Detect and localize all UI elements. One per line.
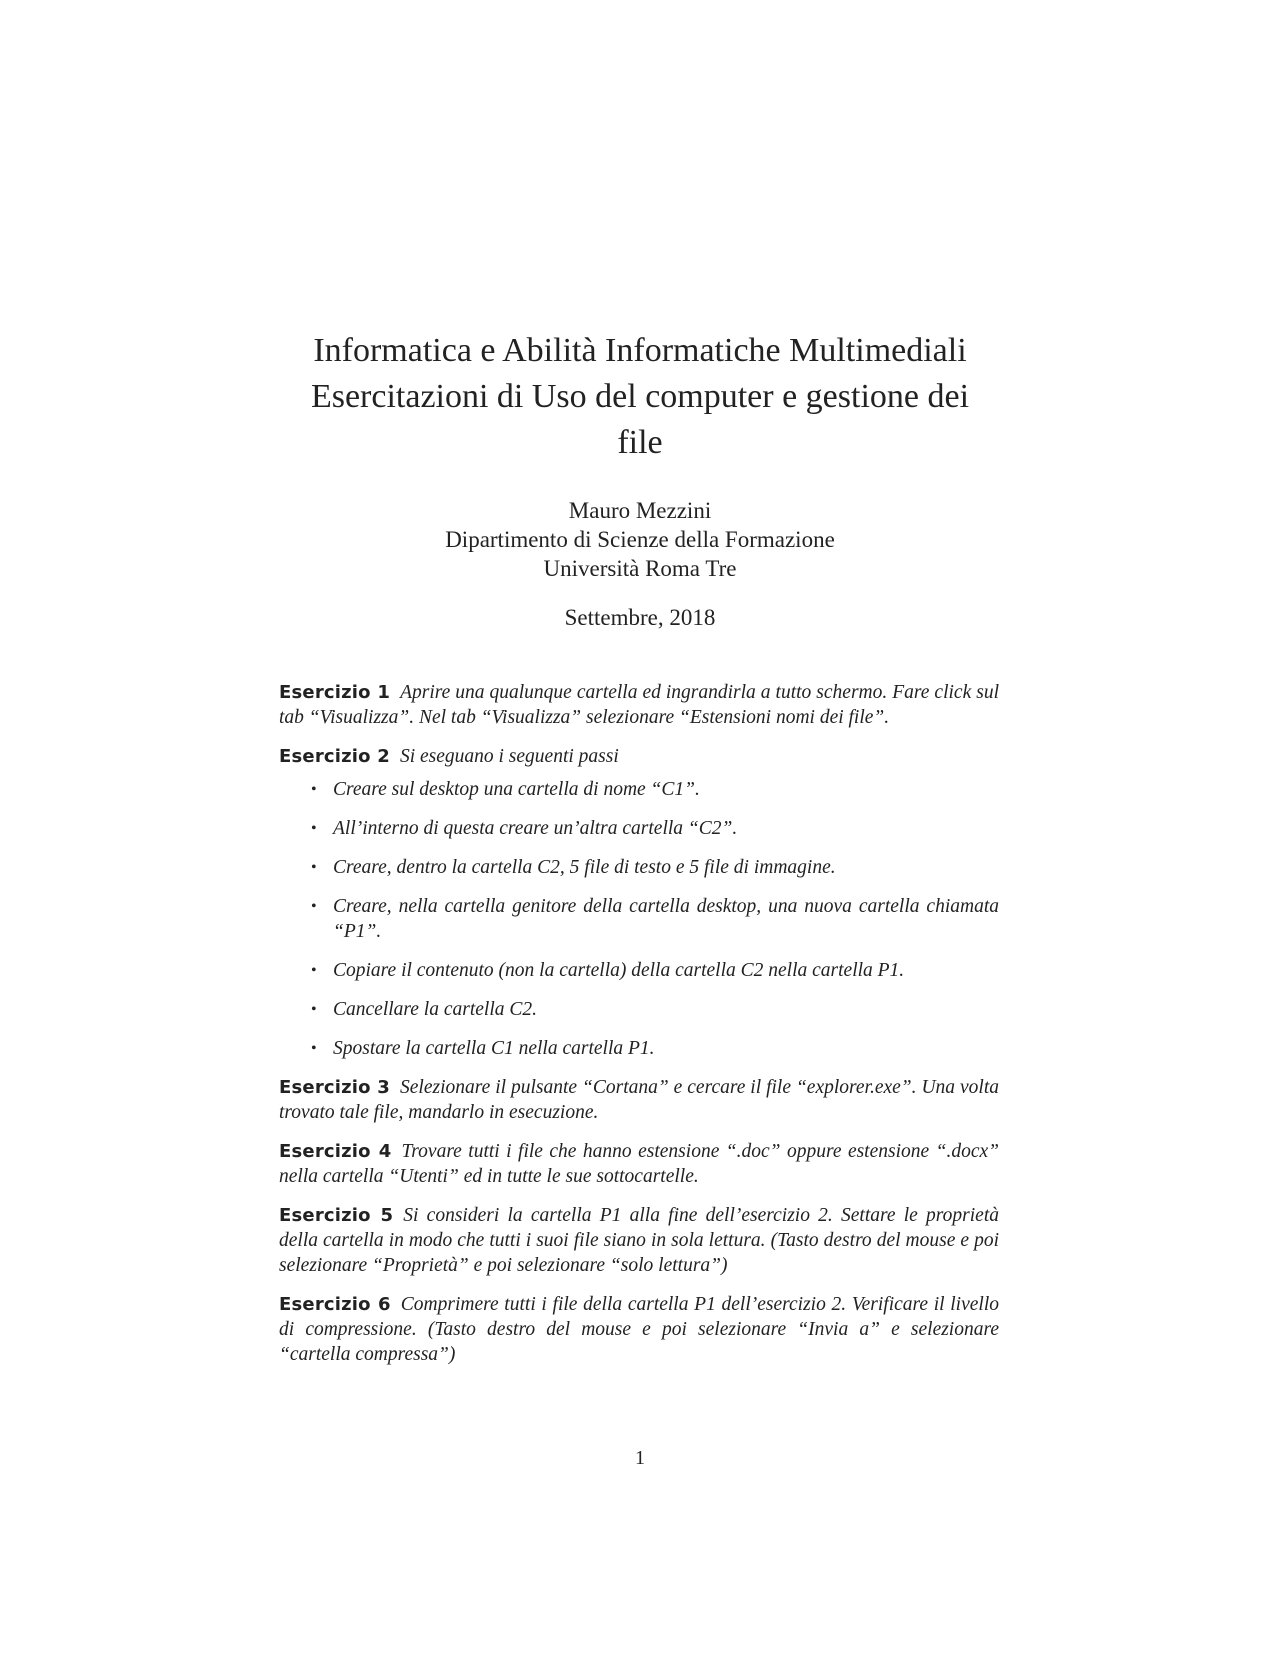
author-name: Mauro Mezzini [568,498,712,523]
page-number: 1 [635,1447,645,1469]
bullet-icon: • [311,781,317,798]
exercise-label: Esercizio 1 [279,682,391,703]
exercise-3 [279,1075,999,1125]
exercise-1 [279,680,999,730]
author-block [250,496,1030,583]
exercise-2 [279,744,999,769]
bullet-icon: • [311,859,317,876]
exercise-2-steps [279,777,999,1061]
exercise-label: Esercizio 4 [279,1141,392,1162]
exercise-label: Esercizio 5 [279,1205,394,1226]
exercise-text: Trovare tutti i file che hanno estensione “.doc” oppure estensione “.docx” nella cartella “Utenti” ed in tutte le sue sottocartelle. [279,1141,999,1187]
exercise-text: Comprimere tutti i file della cartella P1 dell’esercizio 2. Verificare il livello di compressione. (Tasto destro del mouse e poi selezionare “Invia a” e selezionare “cartella compressa”) [279,1294,999,1365]
document-date: Settembre, 2018 [564,605,716,630]
exercise-4 [279,1139,999,1189]
list-item: • Cancellare la cartella C2. [311,999,537,1020]
author-university: Università Roma Tre [543,556,737,581]
exercise-label: Esercizio 3 [279,1077,391,1098]
exercise-text: Selezionare il pulsante “Cortana” e cercare il file “explorer.exe”. Una volta trovato tale file, mandarlo in esecuzione. [279,1077,999,1123]
exercise-list [279,680,999,1381]
exercise-label: Esercizio 2 [279,746,390,767]
exercise-5 [279,1203,999,1278]
exercise-text: Aprire una qualunque cartella ed ingrandirla a tutto schermo. Fare click sul tab “Visualizza”. Nel tab “Visualizza” selezionare “Estensioni nomi dei file”. [279,682,999,728]
exercise-text: Si consideri la cartella P1 alla fine dell’esercizio 2. Settare le proprietà della cartella in modo che tutti i suoi file siano in sola lettura. (Tasto destro del mouse e poi selezionare “Proprietà” e poi selezionare “solo lettura”) [279,1205,999,1276]
bullet-icon: • [311,1040,317,1057]
list-item: • Creare, nella cartella genitore della cartella desktop, una nuova cartella chiamata “P1”. [311,896,999,942]
bullet-icon: • [311,898,317,915]
exercise-label: Esercizio 6 [279,1294,391,1315]
exercise-6 [279,1292,999,1367]
title-line-1: Informatica e Abilità Informatiche Multimediali [313,332,967,369]
list-item: • Creare sul desktop una cartella di nome “C1”. [311,779,700,800]
document-title [250,328,1030,466]
list-item: • All’interno di questa creare un’altra cartella “C2”. [311,818,738,839]
bullet-icon: • [311,1001,317,1018]
list-item: • Copiare il contenuto (non la cartella) della cartella C2 nella cartella P1. [311,960,905,981]
bullet-icon: • [311,820,317,837]
list-item: • Spostare la cartella C1 nella cartella P1. [311,1038,655,1059]
list-item: • Creare, dentro la cartella C2, 5 file di testo e 5 file di immagine. [311,857,836,878]
author-department: Dipartimento di Scienze della Formazione [445,527,835,552]
title-line-2: Esercitazioni di Uso del computer e gestione dei [310,378,970,415]
exercise-text: Si eseguano i seguenti passi [399,746,619,767]
bullet-icon: • [311,962,317,979]
title-line-3: file [617,424,663,461]
